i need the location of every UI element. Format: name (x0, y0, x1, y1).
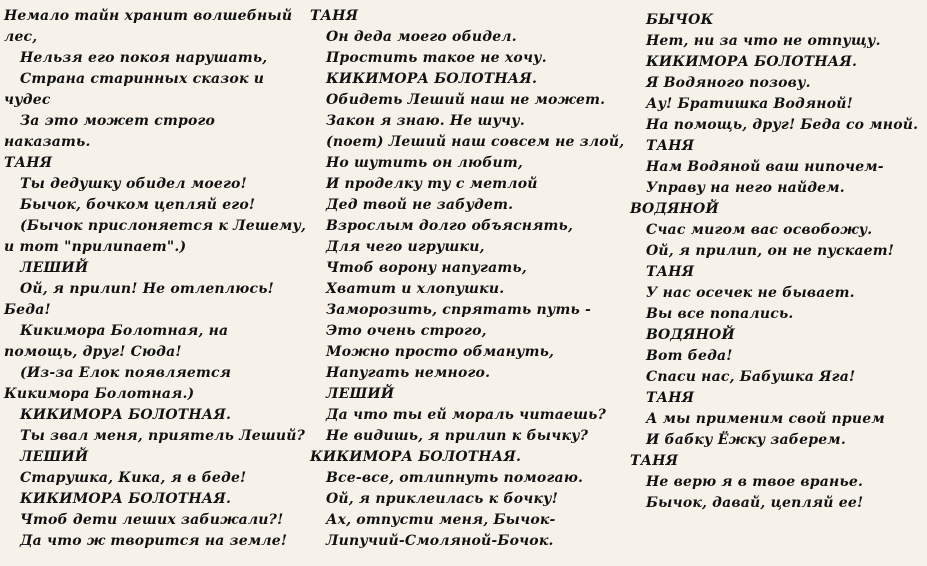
text-line: Спаси нас, Бабушка Яга! (646, 369, 856, 385)
text-line: Ой, я прилип, он не пускает! (646, 243, 895, 259)
text-line: Нам Водяной ваш нипочем- (646, 159, 884, 175)
text-line: У нас осечек не бывает. (646, 285, 855, 301)
text-line: (Бычок прислоняется к Лешему, (20, 218, 307, 234)
text-line: За это может строго (20, 113, 216, 129)
text-line: Вот беда! (646, 348, 733, 364)
text-line: Страна старинных сказок и (20, 71, 265, 87)
text-line: Он деда моего обидел. (326, 29, 517, 45)
text-line: Это очень строго, (326, 323, 487, 339)
text-line: Взрослым долго объяснять, (326, 218, 574, 234)
text-line: ТАНЯ (646, 264, 695, 280)
text-line: Нельзя его покоя нарушать, (20, 50, 268, 66)
text-line: и тот "прилипает".) (4, 239, 187, 255)
text-line: Ау! Братишка Водяной! (646, 96, 853, 112)
text-column-3 (630, 10, 926, 514)
text-line: БЫЧОК (646, 12, 714, 28)
text-column-2 (310, 6, 625, 552)
text-line: (поет) Леший наш совсем не злой, (326, 134, 625, 150)
text-line: Беда! (4, 302, 51, 318)
text-line: Бычок, давай, цепляй ее! (646, 495, 864, 511)
text-line: КИКИМОРА БОЛОТНАЯ. (310, 449, 522, 465)
text-line: Нет, ни за что не отпущу. (646, 33, 881, 49)
text-line: Заморозить, спрятать путь - (326, 302, 591, 318)
text-line: ТАНЯ (630, 453, 679, 469)
text-line: Для чего игрушки, (326, 239, 485, 255)
text-line: Бычок, бочком цепляй его! (20, 197, 256, 213)
text-line: Напугать немного. (326, 365, 491, 381)
text-line: Обидеть Леший наш не может. (326, 92, 606, 108)
text-line: Но шутить он любит, (326, 155, 524, 171)
text-line: ВОДЯНОЙ (630, 201, 719, 217)
text-line: наказать. (4, 134, 91, 150)
text-line: Простить такое не хочу. (326, 50, 547, 66)
text-line: ЛЕШИЙ (326, 386, 395, 402)
text-line: КИКИМОРА БОЛОТНАЯ. (646, 54, 858, 70)
text-line: КИКИМОРА БОЛОТНАЯ. (326, 71, 538, 87)
text-line: Ты дедушку обидел моего! (20, 176, 247, 192)
text-line: Старушка, Кика, я в беде! (20, 470, 247, 486)
text-line: КИКИМОРА БОЛОТНАЯ. (20, 407, 232, 423)
text-line: Кикимора Болотная, на (20, 323, 229, 339)
text-line: И проделку ту с метлой (326, 176, 538, 192)
text-line: Немало тайн хранит волшебный (4, 8, 293, 24)
text-line: Не верю я в твое вранье. (646, 474, 864, 490)
text-line: Да что ты ей мораль читаешь? (326, 407, 607, 423)
text-line: Не видишь, я прилип к бычку? (326, 428, 589, 444)
text-line: ТАНЯ (4, 155, 53, 171)
text-line: Счас мигом вас освобожу. (646, 222, 873, 238)
text-line: Вы все попались. (646, 306, 794, 322)
text-line: Липучий-Смоляной-Бочок. (326, 533, 554, 549)
text-line: Управу на него найдем. (646, 180, 845, 196)
text-line: А мы применим свой прием (646, 411, 885, 427)
text-line: Ой, я приклеилась к бочку! (326, 491, 559, 507)
text-line: ЛЕШИЙ (20, 260, 89, 276)
text-line: Ты звал меня, приятель Леший? (20, 428, 306, 444)
text-line: Чтоб дети леших забижали?! (20, 512, 284, 528)
text-line: ЛЕШИЙ (20, 449, 89, 465)
text-line: ВОДЯНОЙ (646, 327, 735, 343)
text-line: помощь, друг! Сюда! (4, 344, 182, 360)
text-line: Да что ж творится на земле! (20, 533, 288, 549)
text-line: Ой, я прилип! Не отлеплюсь! (20, 281, 274, 297)
text-line: ТАНЯ (646, 138, 695, 154)
text-line: На помощь, друг! Беда со мной. (646, 117, 919, 133)
text-line: Все-все, отлипнуть помогаю. (326, 470, 584, 486)
text-line: ТАНЯ (646, 390, 695, 406)
text-line: Можно просто обмануть, (326, 344, 555, 360)
text-line: лес, (4, 29, 38, 45)
text-column-1 (4, 6, 307, 552)
text-line: Кикимора Болотная.) (4, 386, 195, 402)
text-line: Закон я знаю. Не шучу. (326, 113, 525, 129)
text-line: (Из-за Елок появляется (20, 365, 232, 381)
text-line: Чтоб ворону напугать, (326, 260, 527, 276)
text-line: Дед твой не забудет. (326, 197, 514, 213)
text-line: Хватит и хлопушки. (326, 281, 505, 297)
text-line: Ах, отпусти меня, Бычок- (326, 512, 556, 528)
text-line: ТАНЯ (310, 8, 359, 24)
text-line: И бабку Ёжку заберем. (646, 432, 846, 448)
text-line: Я Водяного позову. (646, 75, 811, 91)
text-line: КИКИМОРА БОЛОТНАЯ. (20, 491, 232, 507)
text-line: чудес (4, 92, 51, 108)
